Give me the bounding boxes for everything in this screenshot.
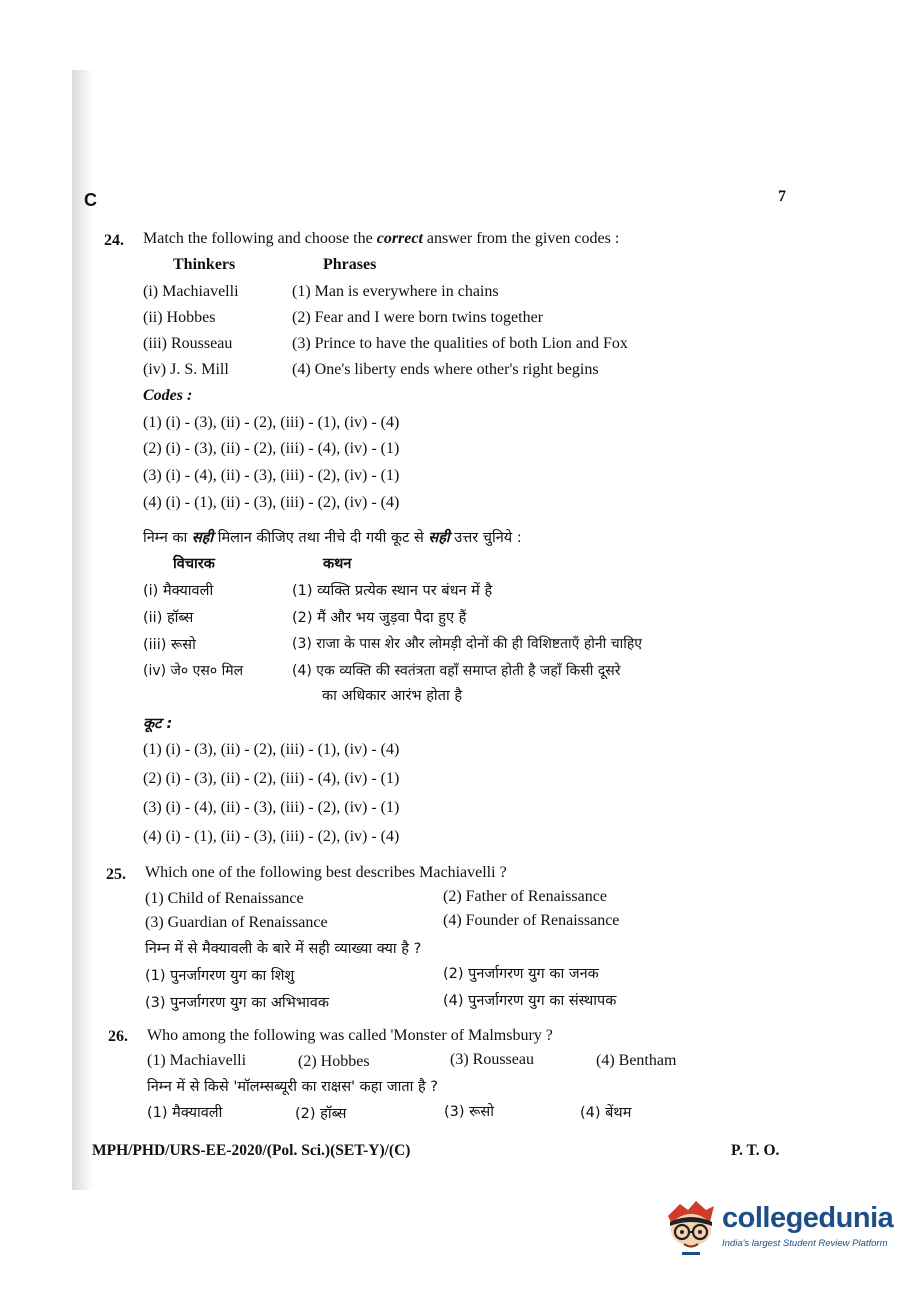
q24-hindi-q-c: मिलान कीजिए तथा नीचे दी गयी कूट से xyxy=(213,530,429,546)
q26-option: (3) Rousseau xyxy=(450,1051,534,1068)
q24-question xyxy=(143,230,619,248)
q26-hindi-question: निम्न में से किसे 'मॉलम्सब्यूरी का राक्षस' कहा जाता है ? xyxy=(147,1079,438,1095)
q24-pair-right: (1) Man is everywhere in chains xyxy=(292,283,499,300)
q24-code: (3) (i) - (4), (ii) - (3), (iii) - (2), (iv) - (1) xyxy=(143,467,400,484)
q24-hindi-question xyxy=(143,527,522,547)
q24-hindi-pair-right: (2) मैं और भय जुड़वा पैदा हुए हैं xyxy=(292,610,467,626)
q24-hindi-col-right: कथन xyxy=(323,556,352,572)
q26-hindi-option: (1) मैक्यावली xyxy=(147,1105,223,1121)
q24-pair-left: (iii) Rousseau xyxy=(143,335,233,352)
q26-option: (1) Machiavelli xyxy=(147,1052,247,1069)
q25-hindi-option: (2) पुनर्जागरण युग का जनक xyxy=(443,966,599,982)
q26-option: (4) Bentham xyxy=(596,1052,677,1069)
set-letter: C xyxy=(84,190,97,210)
page-number: 7 xyxy=(778,188,786,205)
q25-option: (4) Founder of Renaissance xyxy=(443,912,620,929)
q26-question: Who among the following was called 'Monster of Malmsbury ? xyxy=(147,1027,553,1044)
q24-code: (2) (i) - (3), (ii) - (2), (iii) - (4), (iv) - (1) xyxy=(143,440,400,457)
q24-pair-left: (ii) Hobbes xyxy=(143,309,216,326)
q24-question-prefix: Match the following and choose the xyxy=(143,230,377,247)
q24-hindi-code: (4) (i) - (1), (ii) - (3), (iii) - (2), (iv) - (4) xyxy=(143,828,400,845)
q24-hindi-pair-left: (iv) जे० एस० मिल xyxy=(143,663,244,679)
q24-hindi-pair-right: (4) एक व्यक्ति की स्वतंत्रता वहाँ समाप्त होती है जहाँ किसी दूसरे xyxy=(292,663,621,679)
collegedunia-tagline: India's largest Student Review Platform xyxy=(722,1238,888,1249)
paper-code: MPH/PHD/URS-EE-2020/(Pol. Sci.)(SET-Y)/(C) xyxy=(92,1142,411,1159)
q24-hindi-pair-right: (1) व्यक्ति प्रत्येक स्थान पर बंधन में है xyxy=(292,583,493,599)
q25-hindi-question: निम्न में से मैक्यावली के बारे में सही व्याख्या क्या है ? xyxy=(145,941,422,957)
q24-hindi-pair-right: (3) राजा के पास शेर और लोमड़ी दोनों की ही विशिष्टताएँ होनी चाहिए xyxy=(292,636,643,652)
q24-hindi-pair-left: (iii) रूसो xyxy=(143,637,196,653)
q26-number: 26. xyxy=(108,1028,128,1045)
q24-pair-right: (3) Prince to have the qualities of both Lion and Fox xyxy=(292,335,628,352)
q24-pair-left: (iv) J. S. Mill xyxy=(143,361,229,378)
q24-number: 24. xyxy=(104,232,124,249)
q25-hindi-option: (3) पुनर्जागरण युग का अभिभावक xyxy=(145,995,329,1011)
q24-hindi-q-e: उत्तर चुनिये : xyxy=(449,530,522,546)
q24-question-emph: correct xyxy=(376,230,423,247)
q26-hindi-option: (2) हॉब्स xyxy=(295,1106,347,1122)
q25-hindi-option: (4) पुनर्जागरण युग का संस्थापक xyxy=(443,993,617,1009)
q24-hindi-q-a: निम्न का xyxy=(143,530,192,546)
q24-hindi-pair-right-cont: का अधिकार आरंभ होता है xyxy=(322,688,463,704)
q24-hindi-col-left: विचारक xyxy=(173,556,215,572)
q25-number: 25. xyxy=(106,866,126,883)
q24-hindi-code: (3) (i) - (4), (ii) - (3), (iii) - (2), (iv) - (1) xyxy=(143,799,400,816)
q24-col-thinkers: Thinkers xyxy=(173,256,236,273)
q24-question-suffix: answer from the given codes : xyxy=(422,230,620,247)
q26-hindi-option: (3) रूसो xyxy=(444,1104,494,1120)
q24-hindi-code: (1) (i) - (3), (ii) - (2), (iii) - (1), (iv) - (4) xyxy=(143,741,400,758)
q25-option: (1) Child of Renaissance xyxy=(145,890,304,907)
q24-code: (1) (i) - (3), (ii) - (2), (iii) - (1), (iv) - (4) xyxy=(143,414,400,431)
q24-pair-right: (4) One's liberty ends where other's right begins xyxy=(292,361,599,378)
q25-hindi-option: (1) पुनर्जागरण युग का शिशु xyxy=(145,968,295,984)
q24-hindi-pair-left: (i) मैक्यावली xyxy=(143,583,214,599)
q24-hindi-codes-label: कूट : xyxy=(143,716,173,732)
pto-label: P. T. O. xyxy=(731,1142,780,1159)
q24-codes-label: Codes : xyxy=(143,387,193,404)
collegedunia-mascot-icon xyxy=(662,1198,720,1258)
q24-pair-right: (2) Fear and I were born twins together xyxy=(292,309,544,326)
collegedunia-brand: collegedunia xyxy=(722,1202,894,1234)
q25-option: (3) Guardian of Renaissance xyxy=(145,914,328,931)
q24-hindi-q-emph-1: सही xyxy=(191,530,214,546)
q24-hindi-code: (2) (i) - (3), (ii) - (2), (iii) - (4), (iv) - (1) xyxy=(143,770,400,787)
q24-hindi-pair-left: (ii) हॉब्स xyxy=(143,610,194,626)
collegedunia-watermark xyxy=(662,1198,892,1258)
q25-option: (2) Father of Renaissance xyxy=(443,888,607,905)
q24-hindi-q-emph-2: सही xyxy=(428,530,450,546)
q24-code: (4) (i) - (1), (ii) - (3), (iii) - (2), (iv) - (4) xyxy=(143,494,400,511)
q26-option: (2) Hobbes xyxy=(298,1053,370,1070)
q25-question: Which one of the following best describes Machiavelli ? xyxy=(145,864,507,881)
q24-col-phrases: Phrases xyxy=(323,256,377,273)
scan-edge-shadow xyxy=(72,70,94,1190)
q24-pair-left: (i) Machiavelli xyxy=(143,283,239,300)
q26-hindi-option: (4) बेंथम xyxy=(580,1105,632,1121)
